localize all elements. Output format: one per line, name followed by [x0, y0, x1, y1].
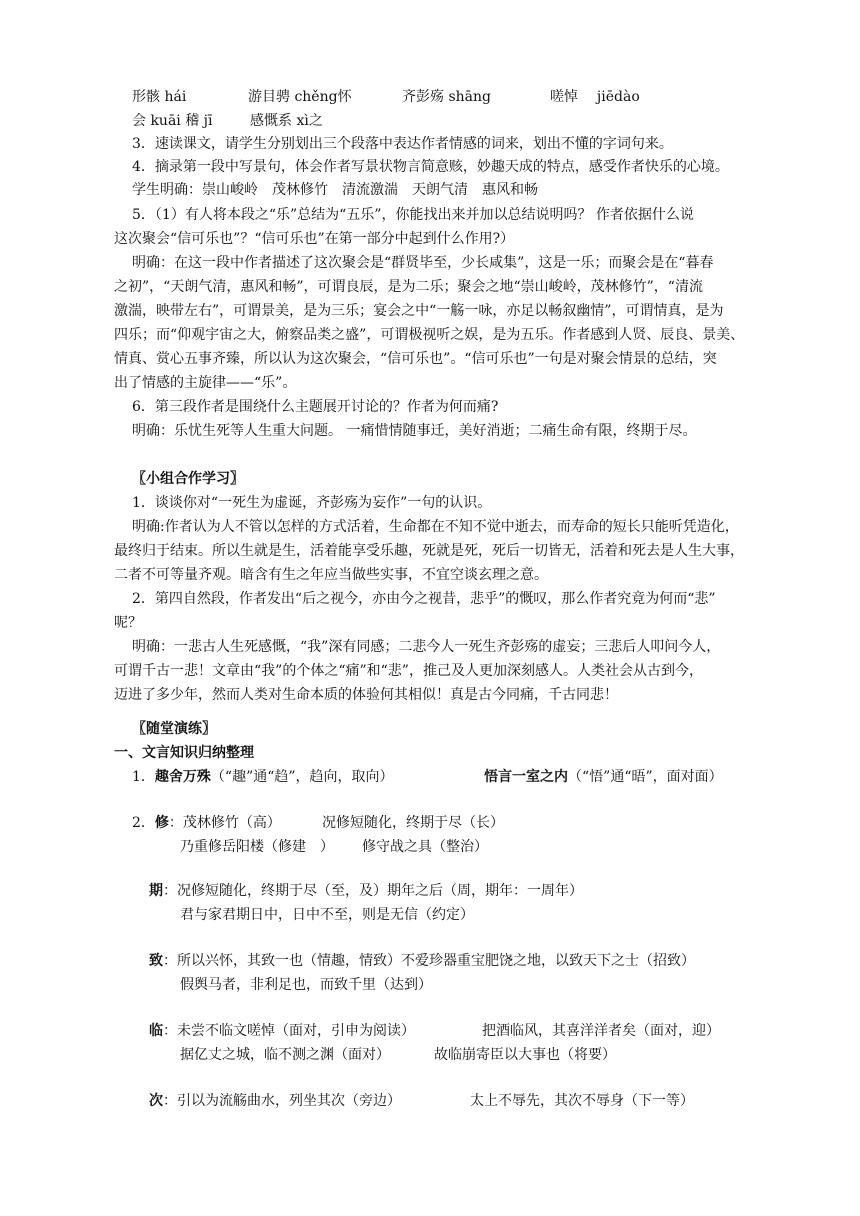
pinyin-row-1-item-3: [402, 88, 491, 106]
pinyin-row-1-item-4: [550, 88, 640, 106]
paragraph-5-answer-line: 明确：在这一段中作者描述了这次聚会是“群贤毕至，少长咸集”，这是一乐；而聚会是在“暮春: [132, 255, 714, 271]
term-note: （“趣”通“趋”，趋向，取向）: [210, 769, 394, 785]
paragraph-5-line: 这次聚会“信可乐也”？“信可乐也”在第一部分中起到什么作用?）: [114, 231, 515, 247]
item-number: 1．: [132, 769, 155, 785]
group-answer-2-line: 可谓千古一悲！文章由“我”的个体之“痛”和“悲”，推己及人更加深刻感人。人类社会从古到今，: [114, 663, 703, 679]
group-question-1: 1．谈谈你对“一死生为虚诞，齐彭殇为妄作”一句的认识。: [132, 495, 492, 511]
item-number: 2．: [132, 815, 155, 831]
usage: 据亿丈之城，临不测之渊（面对）: [180, 1047, 390, 1063]
vocab-word: 嗟悼: [550, 89, 578, 105]
paragraph-5-answer-line: 情真、赏心五事齐臻，所以认为这次聚会，“信可乐也”。“信可乐也”一句是对聚会情景的总结，突: [114, 351, 717, 367]
key-character: 期: [149, 883, 163, 899]
usage: ：茂林修竹（高）: [168, 815, 281, 831]
vocab-word: 游目骋: [248, 89, 290, 105]
usage: 假舆马者，非利足也，而致千里（达到）: [180, 977, 432, 993]
paragraph-4-answer: 学生明确：崇山峻岭 茂林修竹 清流激湍 天朗气清 惠风和畅: [132, 182, 538, 198]
pinyin-row-1: [132, 88, 186, 106]
usage: 把酒临风，其喜洋洋者矣（面对，迎）: [482, 1023, 720, 1039]
vocab-pinyin: hái: [164, 89, 187, 105]
group-question-2-line: 呢？: [114, 615, 142, 631]
key-character: 修: [154, 815, 169, 831]
term-note: （“悟”通“晤”，面对面）: [568, 769, 723, 785]
pinyin-row-2-item-1: 会 kuāi 稽 jī: [132, 113, 213, 129]
practice-item-1-b: [484, 768, 723, 786]
vocab-word: 齐彭殇: [402, 89, 444, 105]
usage: ：所以兴怀，其致一也（情趣，情致）不爱珍器重宝肥饶之地，以致天下之士（招致）: [163, 953, 695, 969]
group-answer-2-line: 迈进了多少年，然而人类对生命本质的体验何其相似！真是古今同痛，千古同悲！: [114, 687, 618, 703]
vocab-pinyin: shāng: [448, 89, 491, 105]
usage: 修守战之具（整治）: [362, 839, 488, 855]
usage: ：未尝不临文嗟悼（面对，引申为阅读）: [163, 1023, 415, 1039]
key-character: 次: [149, 1093, 163, 1109]
practice-item-1: [132, 768, 394, 786]
paragraph-5-answer-line: 激湍，映带左右”，可谓景美，是为三乐；宴会之中“一觞一咏，亦足以畅叙幽情”，可谓情真，是为: [114, 303, 724, 319]
group-answer-1-line: 明确:作者认为人不管以怎样的方式活着，生命都在不知不觉中逝去，而寿命的短长只能听凭造化，: [132, 519, 739, 535]
vocab-pinyin: chěng: [294, 89, 338, 105]
usage: ：引以为流觞曲水，列坐其次（旁边）: [163, 1093, 401, 1109]
usage: 乃重修岳阳楼（修建 ）: [180, 839, 334, 855]
usage: ：况修短随化，终期于尽（至，及）期年之后（周，期年：一周年）: [163, 883, 583, 899]
subsection-heading: 一、文言知识归纳整理: [114, 745, 254, 761]
vocab-word-tail: 怀: [337, 89, 352, 105]
usage: 太上不辱先，其次不辱身（下一等）: [470, 1093, 694, 1109]
group-answer-1-line: 最终归于结束。所以生就是生，活着能享受乐趣，死就是死，死后一切皆无，活着和死去是人生大事，: [114, 543, 744, 559]
key-qi-line-1: [149, 882, 583, 900]
practice-item-2-line-1: [132, 814, 281, 832]
paragraph-6-answer: 明确：乐忧生死等人生重大问题。 一痛惜情随事迁，美好消逝；二痛生命有限，终期于尽。: [132, 423, 697, 439]
term: 悟言一室之内: [484, 769, 568, 785]
key-lin-line-1: [149, 1022, 415, 1040]
usage: 故临崩寄臣以大事也（将要）: [434, 1047, 616, 1063]
paragraph-3: 3．速读课文，请学生分别划出三个段落中表达作者情感的词来，划出不懂的字词句来。: [132, 136, 673, 152]
term: 趣舍万殊: [154, 769, 211, 785]
vocab-word: 形骸: [132, 89, 160, 105]
paragraph-5-answer-line: 四乐；而“仰观宇宙之大，俯察品类之盛”，可谓极视听之娱，是为五乐。作者感到人贤、辰良、景美、: [114, 327, 745, 343]
group-question-2-line: 2．第四自然段，作者发出“后之视今，亦由今之视昔，悲乎”的慨叹，那么作者究竟为何而“悲”: [132, 591, 716, 607]
paragraph-5-answer-line: 出了情感的主旋律——“乐”。: [114, 375, 297, 391]
key-character: 致: [149, 953, 163, 969]
usage: 君与家君期日中，日中不至，则是无信（约定）: [180, 907, 474, 923]
key-ci-line-1: [149, 1092, 401, 1110]
key-zhi-line-1: [149, 952, 695, 970]
paragraph-5-line: 5．（1）有人将本段之“乐”总结为“五乐”，你能找出来并加以总结说明吗？ 作者依据什么说: [132, 207, 694, 223]
group-answer-1-line: 二者不可等量齐观。暗含有生之年应当做些实事，不宜空谈玄理之意。: [114, 567, 548, 583]
paragraph-4: 4．摘录第一段中写景句，体会作者写景状物言简意赅，妙趣天成的特点，感受作者快乐的心境。: [132, 159, 729, 175]
section-heading-group-study: 〖小组合作学习〗: [132, 471, 244, 487]
paragraph-6: 6．第三段作者是围绕什么主题展开讨论的？作者为何而痛?: [132, 399, 499, 415]
paragraph-5-answer-line: 之初”，“天朗气清，惠风和畅”，可谓良辰，是为二乐；聚会之地“崇山峻岭，茂林修竹”，“清流: [114, 279, 703, 295]
usage: 况修短随化，终期于尽（长）: [322, 815, 504, 831]
pinyin-row-2-item-2: 感慨系 xì之: [250, 113, 323, 129]
section-heading-practice: 〖随堂演练〗: [132, 721, 216, 737]
key-character: 临: [149, 1023, 163, 1039]
vocab-pinyin: jiēdào: [596, 89, 640, 105]
group-answer-2-line: 明确：一悲古人生死感慨，“我”深有同感；二悲今人一死生齐彭殇的虚妄；三悲后人叩问今人，: [132, 639, 721, 655]
pinyin-row-1-item-2: [248, 88, 352, 106]
